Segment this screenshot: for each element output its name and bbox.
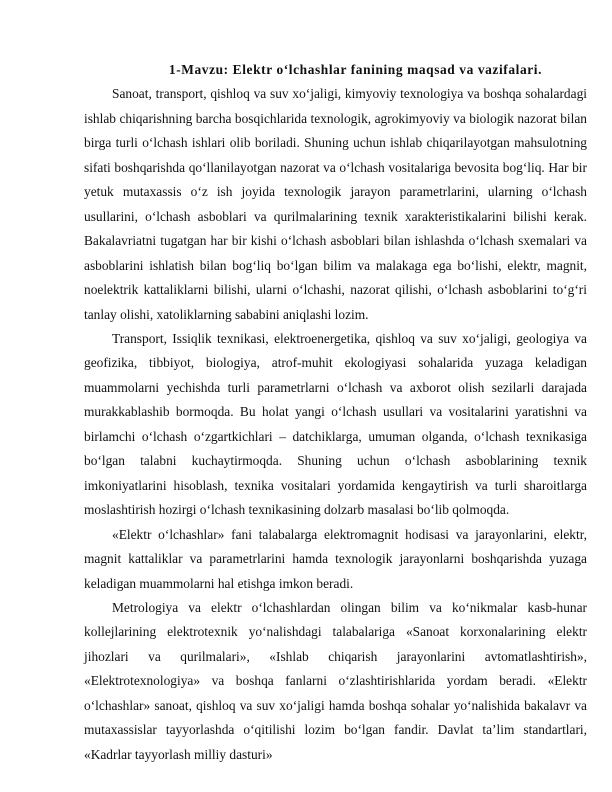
paragraph-3: «Elektr o‘lchashlar» fani talabalarga elektromagnit hodisasi va jarayonlarini, elektr, magnit kattaliklar va parametrlarini hamda texnologik jarayonlarni boshqarishda yuzaga keladigan muammolarni hal etishga imkon beradi. <box>84 526 587 591</box>
document-page <box>84 58 587 767</box>
paragraph-2: Transport, Issiqlik texnikasi, elektroenergetika, qishloq va suv xo‘jaligi, geologiya va geofizika, tibbiyot, biologiya, atrof-muhit ekologiyasi sohalarida yuzaga keladigan muammolarni yechishda turli parametrlarni o‘lchash va axborot olish sezilarli darajada murakkablashib bormoqda. Bu holat yangi o‘lchash usullari va vositalarini yaratishni va birlamchi o‘lchash o‘zgartkichlari – datchiklarga, umuman olganda, o‘lchash texnikasiga bo‘lgan talabni kuchaytirmoqda. Shuning uchun o‘lchash asboblarining texnik imkoniyatlarini hisoblash, texnika vositalari yordamida kengaytirish va turli sharoitlarga moslashtirish hozirgi o‘lchash texnikasining dolzarb masalasi bo‘lib qolmoqda. <box>84 330 587 518</box>
document-title: 1-Mavzu: Elektr o‘lchashlar fanining maqsad va vazifalari. <box>168 62 543 77</box>
paragraph-1: Sanoat, transport, qishloq va suv xo‘jaligi, kimyoviy texnologiya va boshqa sohalardagi ishlab chiqarishning barcha bosqichlarida texnologik, agrokimyoviy va biologik nazorat bilan birga turli o‘lchash ishlari olib boriladi. Shuning uchun ishlab chiqarilayotgan mahsulotning sifati boshqarishda qo‘llanilayotgan nazorat va o‘lchash vositalariga bevosita bog‘liq. Har bir yetuk mutaxassis o‘z ish joyida texnologik jarayon parametrlarini, ularning o‘lchash usullarini, o‘lchash asboblari va qurilmalarining texnik xarakteristikalarini bilishi kerak. Bakalavriatni tugatgan har bir kishi o‘lchash asboblari bilan ishlashda o‘lchash sxemalari va asboblarini ishlatish bilan bog‘liq bo‘lgan bilim va malakaga ega bo‘lishi, elektr, magnit, noelektrik kattaliklarni bilishi, ularni o‘lchashi, nazorat qilishi, o‘lchash asboblarini to‘g‘ri tanlay olishi, xatoliklarning sababini aniqlashi lozim. <box>84 86 587 322</box>
paragraph-4: Metrologiya va elektr o‘lchashlardan olingan bilim va ko‘nikmalar kasb-hunar kollejlarining elektrotexnik yo‘nalishdagi talabalariga «Sanoat korxonalarining elektr jihozlari va qurilmalari», «Ishlab chiqarish jarayonlarini avtomatlashtirish», «Elektrotexnologiya» va boshqa fanlarni o‘zlashtirishlarida yordam beradi. «Elektr o‘lchashlar» sanoat, qishloq va suv xo‘jaligi hamda boshqa sohalar yo‘nalishida bakalavr va mutaxassislar tayyorlashda o‘qitilishi lozim bo‘lgan fandir. Davlat ta’lim standartlari, «Kadrlar tayyorlash milliy dasturi» <box>84 599 587 762</box>
